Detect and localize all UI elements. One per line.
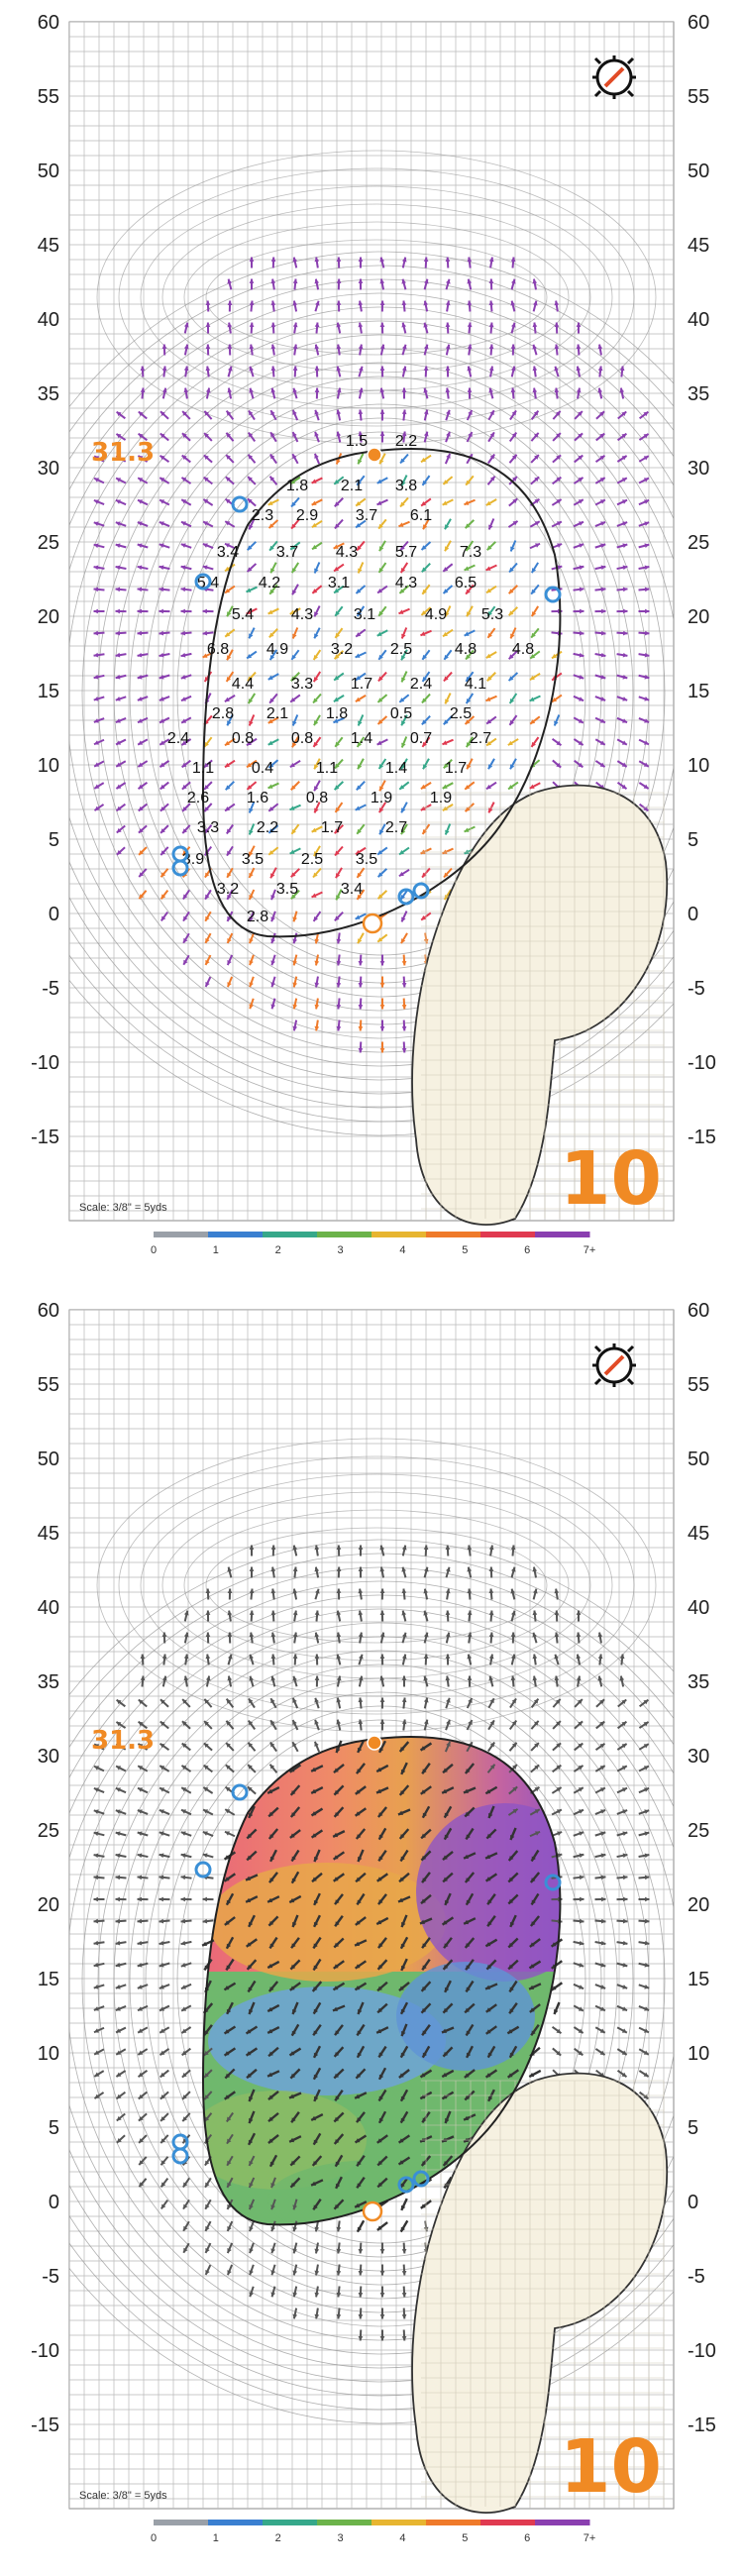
slope-value-label: 0.4: [251, 760, 274, 777]
slope-value-label: 2.9: [295, 507, 319, 524]
slope-value-label: 6.8: [206, 641, 230, 658]
y-tick-label: 10: [37, 2043, 59, 2065]
legend-swatch: [154, 2520, 209, 2525]
y-tick-label: -10: [31, 1052, 59, 1074]
scale-note: Scale: 3/8" = 5yds: [79, 2490, 167, 2502]
legend-tick: 1: [212, 2532, 219, 2544]
y-axis-left: [31, 1300, 59, 2436]
y-tick-label: 5: [48, 2117, 59, 2139]
slope-value-label: 1.7: [320, 819, 344, 836]
slope-value-label: 3.5: [355, 851, 378, 868]
slope-value-label: 3.1: [353, 606, 376, 623]
y-tick-label: 20: [37, 1894, 59, 1916]
y-tick-label: 20: [37, 606, 59, 628]
y-tick-label: -5: [42, 2266, 59, 2288]
slope-value-label: 3.3: [290, 676, 314, 693]
legend-tick: 0: [150, 1244, 158, 1256]
hole-number: 10: [560, 2424, 662, 2510]
y-tick-label: 55: [688, 1374, 710, 1396]
y-tick-label: 5: [688, 2117, 699, 2139]
slope-value-label: 3.5: [241, 851, 265, 868]
slope-value-label: 1.6: [246, 790, 269, 806]
y-tick-label: 35: [688, 1671, 710, 1693]
slope-value-label: 2.1: [265, 705, 289, 722]
tee-marker-icon: [364, 2202, 381, 2220]
slope-value-label: 5.4: [231, 606, 255, 623]
scale-note: Scale: 3/8" = 5yds: [79, 1202, 167, 1214]
compass-icon: [592, 55, 636, 99]
slope-value-label: 2.2: [394, 433, 418, 450]
y-tick-label: -15: [688, 1127, 716, 1148]
pin-marker-icon: [368, 1736, 381, 1750]
slope-value-label: 4.9: [424, 606, 448, 623]
y-tick-label: 15: [688, 681, 710, 702]
legend-swatch: [426, 1232, 481, 1237]
slope-value-label: 1.7: [350, 676, 373, 693]
y-tick-label: 35: [688, 383, 710, 405]
y-tick-label: 5: [688, 829, 699, 851]
slope-value-label: 2.3: [251, 507, 274, 524]
slope-value-label: 6.5: [454, 575, 478, 591]
legend-tick: 4: [399, 2532, 406, 2544]
y-tick-label: -5: [688, 2266, 705, 2288]
legend-tick: 7+: [583, 2532, 596, 2544]
slope-value-label: 1.5: [345, 433, 369, 450]
slope-value-label: 0.5: [389, 705, 413, 722]
elevation-label: 31.3: [91, 438, 156, 468]
y-tick-label: 15: [688, 1969, 710, 1990]
y-tick-label: 25: [688, 532, 710, 554]
slope-value-label: 5.4: [196, 575, 220, 591]
slope-value-label: 4.3: [394, 575, 418, 591]
slope-value-label: 1.1: [315, 760, 339, 777]
legend-swatch: [480, 2520, 536, 2525]
y-tick-label: 60: [37, 1300, 59, 1322]
legend-swatch: [263, 2520, 318, 2525]
legend-swatch: [317, 1232, 372, 1237]
y-tick-label: 60: [688, 1300, 710, 1322]
slope-value-label: 3.7: [355, 507, 378, 524]
slope-value-label: 3.2: [216, 881, 240, 898]
y-tick-label: 30: [37, 458, 59, 480]
slope-value-label: 0.8: [290, 730, 314, 747]
y-tick-label: 15: [37, 681, 59, 702]
green-map-panel-gradient: [0, 1288, 743, 2576]
slope-value-label: 1.9: [370, 790, 393, 806]
legend-tick: 4: [399, 1244, 406, 1256]
y-tick-label: -15: [688, 2415, 716, 2436]
legend-tick: 2: [274, 2532, 281, 2544]
legend-tick: 6: [524, 1244, 531, 1256]
slope-value-label: 1.4: [350, 730, 373, 747]
y-tick-label: 45: [37, 235, 59, 257]
slope-value-label: 4.3: [290, 606, 314, 623]
legend-swatch: [426, 2520, 481, 2525]
y-tick-label: 60: [688, 12, 710, 34]
elevation-label: 31.3: [91, 1726, 156, 1756]
y-tick-label: 10: [688, 755, 710, 777]
y-axis-right: [688, 12, 716, 1148]
y-tick-label: -5: [42, 978, 59, 1000]
legend-swatch: [208, 1232, 264, 1237]
slope-value-label: 3.9: [181, 851, 205, 868]
legend-tick: 2: [274, 1244, 281, 1256]
slope-value-label: 2.7: [469, 730, 492, 747]
slope-value-label: 2.2: [256, 819, 279, 836]
slope-value-label: 2.5: [389, 641, 413, 658]
slope-value-label: 4.4: [231, 676, 255, 693]
y-tick-label: 50: [37, 1449, 59, 1470]
legend-swatch: [535, 1232, 590, 1237]
y-tick-label: 45: [688, 235, 710, 257]
slope-value-label: 1.7: [444, 760, 468, 777]
slope-value-label: 4.2: [258, 575, 281, 591]
y-tick-label: 35: [37, 1671, 59, 1693]
y-tick-label: 45: [37, 1523, 59, 1545]
legend-swatch: [317, 2520, 372, 2525]
y-tick-label: 40: [37, 309, 59, 331]
legend-swatch: [535, 2520, 590, 2525]
y-tick-label: -5: [688, 978, 705, 1000]
legend-swatch: [154, 1232, 209, 1237]
legend-tick: 3: [337, 2532, 344, 2544]
legend-swatch: [208, 2520, 264, 2525]
y-tick-label: 55: [37, 86, 59, 108]
slope-value-label: 4.3: [335, 544, 359, 561]
slope-value-label: 2.5: [300, 851, 324, 868]
legend-swatch: [372, 1232, 427, 1237]
legend-swatch: [372, 2520, 427, 2525]
slope-value-label: 1.4: [384, 760, 408, 777]
slope-value-label: 0.8: [305, 790, 329, 806]
slope-value-label: 2.5: [449, 705, 473, 722]
y-axis-left: [31, 12, 59, 1148]
y-tick-label: 30: [37, 1746, 59, 1768]
slope-value-label: 2.4: [166, 730, 190, 747]
y-tick-label: 45: [688, 1523, 710, 1545]
y-axis-right: [688, 1300, 716, 2436]
y-tick-label: 30: [688, 1746, 710, 1768]
y-tick-label: 20: [688, 1894, 710, 1916]
slope-value-label: 1.9: [429, 790, 453, 806]
legend-swatch: [263, 1232, 318, 1237]
hole-number: 10: [560, 1136, 662, 1222]
slope-value-label: 0.8: [231, 730, 255, 747]
legend-tick: 0: [150, 2532, 158, 2544]
slope-value-label: 5.3: [480, 606, 504, 623]
legend-tick: 1: [212, 1244, 219, 1256]
slope-value-label: 3.7: [275, 544, 299, 561]
y-tick-label: -15: [31, 2415, 59, 2436]
legend-tick: 6: [524, 2532, 531, 2544]
y-tick-label: -15: [31, 1127, 59, 1148]
slope-value-label: 3.3: [196, 819, 220, 836]
y-tick-label: 55: [688, 86, 710, 108]
y-tick-label: 30: [688, 458, 710, 480]
slope-value-label: 3.2: [330, 641, 354, 658]
legend-tick: 7+: [583, 1244, 596, 1256]
slope-value-label: 6.1: [409, 507, 433, 524]
y-tick-label: 25: [37, 1820, 59, 1842]
slope-value-label: 3.5: [275, 881, 299, 898]
slope-value-label: 3.8: [394, 478, 418, 494]
y-tick-label: 0: [48, 904, 59, 925]
y-tick-label: 15: [37, 1969, 59, 1990]
slope-value-label: 2.8: [211, 705, 235, 722]
y-tick-label: -10: [31, 2340, 59, 2362]
slope-value-label: 4.1: [464, 676, 487, 693]
slope-legend: [151, 2520, 595, 2544]
legend-swatch: [480, 1232, 536, 1237]
y-tick-label: 0: [688, 2192, 699, 2213]
slope-value-label: 1.8: [325, 705, 349, 722]
slope-value-label: 2.8: [246, 909, 269, 925]
slope-value-label: 4.9: [265, 641, 289, 658]
slope-value-label: 3.1: [327, 575, 351, 591]
slope-value-label: 3.4: [216, 544, 240, 561]
tee-marker-icon: [364, 914, 381, 932]
y-tick-label: 35: [37, 383, 59, 405]
slope-value-label: 4.8: [454, 641, 478, 658]
y-tick-label: 60: [37, 12, 59, 34]
slope-value-label: 7.3: [459, 544, 482, 561]
y-tick-label: 55: [37, 1374, 59, 1396]
y-tick-label: 10: [688, 2043, 710, 2065]
legend-tick: 5: [462, 1244, 469, 1256]
y-tick-label: 0: [688, 904, 699, 925]
y-tick-label: 5: [48, 829, 59, 851]
y-tick-label: 25: [688, 1820, 710, 1842]
slope-value-label: 2.7: [384, 819, 408, 836]
slope-value-label: 3.4: [340, 881, 364, 898]
y-tick-label: 25: [37, 532, 59, 554]
legend-tick: 3: [337, 1244, 344, 1256]
slope-value-label: 2.6: [186, 790, 210, 806]
y-tick-label: -10: [688, 1052, 716, 1074]
slope-value-label: 5.7: [394, 544, 418, 561]
y-tick-label: 10: [37, 755, 59, 777]
slope-value-label: 2.1: [340, 478, 364, 494]
slope-value-label: 1.1: [191, 760, 215, 777]
y-tick-label: -10: [688, 2340, 716, 2362]
slope-value-label: 0.7: [409, 730, 433, 747]
slope-value-label: 1.8: [285, 478, 309, 494]
y-tick-label: 40: [688, 309, 710, 331]
y-tick-label: 20: [688, 606, 710, 628]
slope-value-label: 2.4: [409, 676, 433, 693]
slope-value-label: 4.8: [511, 641, 535, 658]
compass-icon: [592, 1343, 636, 1387]
y-tick-label: 50: [688, 1449, 710, 1470]
legend-tick: 5: [462, 2532, 469, 2544]
y-tick-label: 0: [48, 2192, 59, 2213]
y-tick-label: 40: [37, 1597, 59, 1619]
y-tick-label: 50: [37, 161, 59, 182]
pin-marker-icon: [368, 448, 381, 462]
y-tick-label: 40: [688, 1597, 710, 1619]
slope-legend: [151, 1232, 595, 1256]
y-tick-label: 50: [688, 161, 710, 182]
